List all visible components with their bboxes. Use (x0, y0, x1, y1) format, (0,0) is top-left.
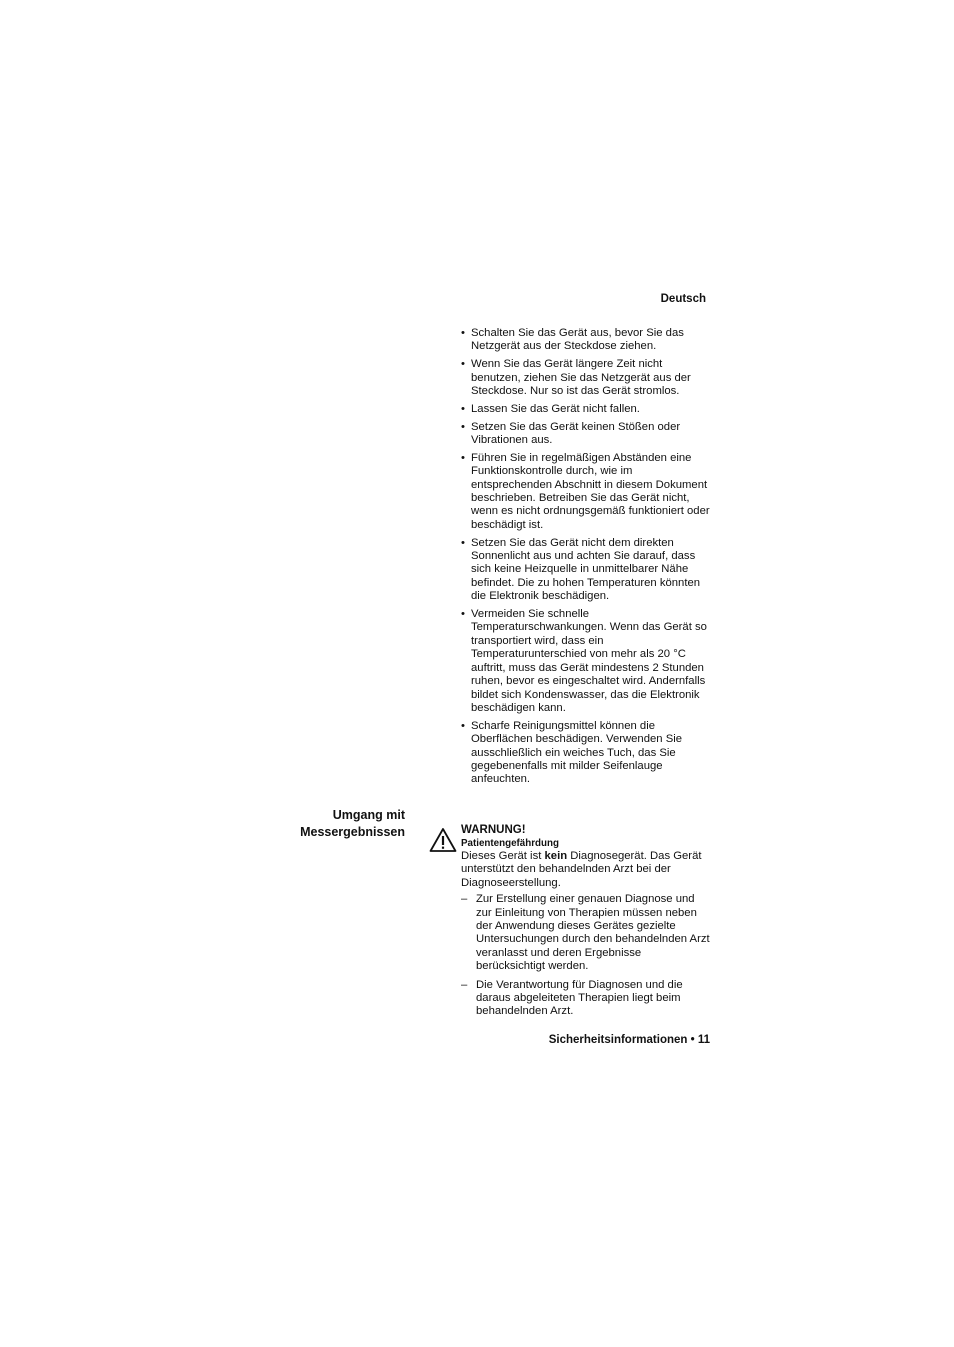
warning-triangle-icon (429, 827, 457, 853)
list-item-text: Schalten Sie das Gerät aus, bevor Sie das Netzgerät aus der Steckdose ziehen. (471, 327, 684, 353)
warning-intro-text: Diagnosegerät. Das Gerät unterstützt den behandelnden Arzt bei der Diagnoseerstellung. (461, 850, 702, 889)
list-item-text: Setzen Sie das Gerät nicht dem direkten Sonnenlicht aus und achten Sie darauf, dass sich keine Heizquelle in unmittelbarer Nähe befindet. Die zu hohen Temperaturen könnten die Elektronik beschädigen. (471, 536, 701, 603)
list-item (461, 327, 713, 354)
list-item-text: Führen Sie in regelmäßigen Abständen eine Funktionskontrolle durch, wie im entsprechenden Abschnitt in diesem Dokument beschrieben. Betreiben Sie das Gerät nicht, wenn es nicht ordnungsgemäß funktioniert oder beschädigt ist. (471, 451, 710, 531)
list-item-text: Lassen Sie das Gerät nicht fallen. (471, 402, 640, 415)
list-item-text: Die Verantwortung für Diagnosen und die daraus abgeleiteten Therapien liegt beim behandelnden Arzt. (476, 978, 683, 1018)
list-item-text: Vermeiden Sie schnelle Temperaturschwankungen. Wenn das Gerät so transportiert wird, dass ein Temperaturunterschied von mehr als 20 °C auftritt, muss das Gerät mindestens 2 Stunden ruhen, bevor es eingeschaltet wird. Andernfalls bildet sich Kondenswasser, das die Elektronik beschädigen kann. (471, 608, 707, 714)
dash-marker: – (461, 893, 468, 906)
warning-intro (461, 850, 713, 890)
warning-dash-list (461, 893, 713, 1019)
warning-title: WARNUNG! (461, 824, 526, 836)
section-heading (280, 807, 405, 841)
list-item (461, 720, 713, 787)
list-item (461, 403, 713, 416)
bullet-marker: • (461, 420, 465, 433)
list-item-text: Wenn Sie das Gerät längere Zeit nicht benutzen, ziehen Sie das Netzgerät aus der Steckdose. Nur so ist das Gerät stromlos. (471, 358, 691, 398)
list-item (461, 979, 713, 1019)
bullet-marker: • (461, 536, 465, 549)
bullet-marker: • (461, 327, 465, 339)
list-item-text: Scharfe Reinigungsmittel können die Oberflächen beschädigen. Verwenden Sie ausschließlich ein weiches Tuch, das Sie gegebenenfalls mit milder Seifenlauge anfeuchten. (471, 719, 683, 786)
list-item (461, 893, 713, 973)
list-item (461, 537, 713, 604)
bullet-marker: • (461, 608, 465, 621)
list-item-text: Setzen Sie das Gerät keinen Stößen oder Vibrationen aus. (471, 420, 681, 447)
list-item (461, 452, 713, 532)
warning-intro-emphasis: kein (544, 850, 568, 862)
warning-block (461, 823, 713, 1024)
safety-bullet-list (461, 327, 713, 791)
page-footer: Sicherheitsinformationen • 11 (548, 1034, 710, 1046)
list-item (461, 608, 713, 715)
list-item (461, 421, 713, 448)
bullet-marker: • (461, 358, 465, 371)
bullet-marker: • (461, 719, 465, 732)
warning-intro-text: Dieses Gerät ist (461, 850, 545, 862)
list-item-text: Zur Erstellung einer genauen Diagnose und zur Einleitung von Therapien müssen neben der Anwendung dieses Gerätes gezielte Untersuchungen durch den behandelnden Arzt veranlasst und deren Ergebnisse berücksichtigt werden. (476, 893, 710, 973)
section-heading-line: Messergebnissen (300, 825, 405, 839)
dash-marker: – (461, 978, 468, 991)
language-label: Deutsch (660, 293, 706, 305)
list-item (461, 358, 713, 398)
section-heading-line: Umgang mit (332, 808, 405, 822)
bullet-marker: • (461, 402, 465, 415)
warning-subtitle: Patientengefährdung (461, 838, 559, 849)
bullet-marker: • (461, 451, 465, 464)
